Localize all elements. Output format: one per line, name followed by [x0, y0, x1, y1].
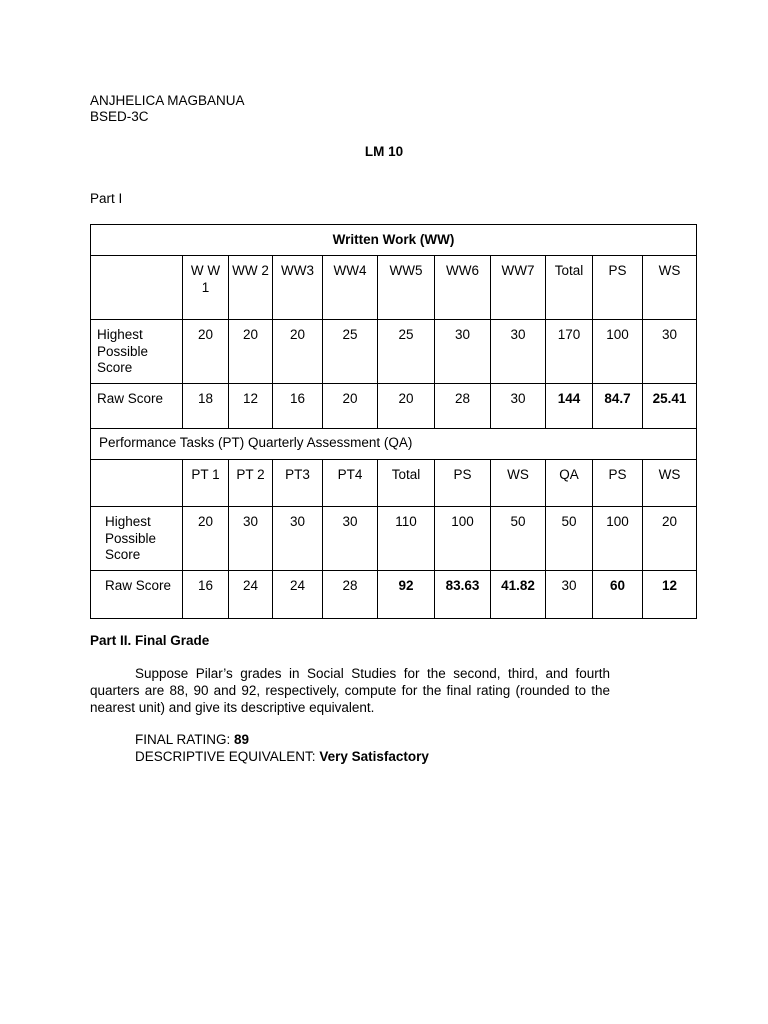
column-header: PT 1 — [183, 460, 229, 507]
table-cell: 24 — [273, 571, 323, 619]
table-cell: 41.82 — [491, 571, 546, 619]
row-label: Raw Score — [91, 384, 183, 429]
table-cell: 30 — [323, 507, 378, 571]
descriptive-value: Very Satisfactory — [319, 749, 429, 764]
column-header: PT4 — [323, 460, 378, 507]
table-cell: 100 — [593, 320, 643, 384]
table-cell: 25 — [378, 320, 435, 384]
column-header: Total — [378, 460, 435, 507]
table-cell: 50 — [546, 507, 593, 571]
table-cell: 170 — [546, 320, 593, 384]
table-row — [91, 507, 697, 571]
pt-qa-title: Performance Tasks (PT) Quarterly Assessment (QA) — [91, 429, 697, 460]
column-header: WS — [643, 256, 697, 320]
final-answers — [135, 731, 429, 765]
table-cell: 20 — [273, 320, 323, 384]
column-header: WW5 — [378, 256, 435, 320]
column-header: QA — [546, 460, 593, 507]
column-header: WW 2 — [229, 256, 273, 320]
table-cell: 110 — [378, 507, 435, 571]
column-header: PS — [593, 460, 643, 507]
table-cell: 20 — [229, 320, 273, 384]
table-cell: 20 — [183, 320, 229, 384]
row-label: Highest Possible Score — [91, 320, 183, 384]
table-row — [91, 571, 697, 619]
final-rating-value: 89 — [234, 732, 250, 747]
table-row — [91, 320, 697, 384]
table-row — [91, 256, 697, 320]
table-cell: 30 — [491, 384, 546, 429]
table-cell: 20 — [323, 384, 378, 429]
table-cell: 100 — [435, 507, 491, 571]
table-cell: 28 — [323, 571, 378, 619]
descriptive-line — [135, 748, 429, 765]
table-cell: 30 — [435, 320, 491, 384]
column-header: WW7 — [491, 256, 546, 320]
table-cell: 16 — [273, 384, 323, 429]
column-header: PT3 — [273, 460, 323, 507]
column-header: WW4 — [323, 256, 378, 320]
final-rating-line — [135, 731, 429, 748]
row-label: Highest Possible Score — [91, 507, 183, 571]
table-cell: 30 — [273, 507, 323, 571]
table-cell: 83.63 — [435, 571, 491, 619]
column-header: Total — [546, 256, 593, 320]
table-cell: 100 — [593, 507, 643, 571]
column-header: WW3 — [273, 256, 323, 320]
table-cell: 92 — [378, 571, 435, 619]
table-cell: 20 — [643, 507, 697, 571]
column-header: WS — [643, 460, 697, 507]
table-cell: 84.7 — [593, 384, 643, 429]
column-header: PT 2 — [229, 460, 273, 507]
problem-paragraph: Suppose Pilar’s grades in Social Studies for the second, third, and fourth quarters are 88, 90 and 92, respectively, compute for the final rating (rounded to the nearest unit) and give its descriptive equivalent. — [90, 666, 610, 715]
table-cell: 25 — [323, 320, 378, 384]
table-cell: 24 — [229, 571, 273, 619]
column-header: PS — [435, 460, 491, 507]
table-cell: 30 — [229, 507, 273, 571]
table-cell: 144 — [546, 384, 593, 429]
grades-table — [90, 224, 697, 619]
table-cell: 16 — [183, 571, 229, 619]
column-header: WS — [491, 460, 546, 507]
table-cell: 60 — [593, 571, 643, 619]
table-cell: 28 — [435, 384, 491, 429]
part1-label: Part I — [90, 191, 123, 206]
student-section: BSED-3C — [90, 109, 149, 124]
table-cell: 50 — [491, 507, 546, 571]
table-cell: 20 — [378, 384, 435, 429]
student-name: ANJHELICA MAGBANUA — [90, 93, 245, 108]
table-row — [91, 460, 697, 507]
table-row — [91, 384, 697, 429]
column-header: PS — [593, 256, 643, 320]
table-cell — [91, 256, 183, 320]
part2-heading: Part II. Final Grade — [90, 633, 210, 648]
table-cell: 20 — [183, 507, 229, 571]
final-rating-label: FINAL RATING: — [135, 732, 231, 747]
row-label: Raw Score — [91, 571, 183, 619]
document-title: LM 10 — [364, 144, 404, 159]
table-cell: 30 — [546, 571, 593, 619]
table-cell: 18 — [183, 384, 229, 429]
table-cell — [91, 460, 183, 507]
descriptive-label: DESCRIPTIVE EQUIVALENT: — [135, 749, 316, 764]
student-info — [90, 93, 245, 125]
table-cell: 12 — [643, 571, 697, 619]
table-cell: 25.41 — [643, 384, 697, 429]
column-header: W W 1 — [183, 256, 229, 320]
column-header: WW6 — [435, 256, 491, 320]
table-cell: 30 — [491, 320, 546, 384]
table-cell: 30 — [643, 320, 697, 384]
ww-title: Written Work (WW) — [91, 225, 697, 256]
table-cell: 12 — [229, 384, 273, 429]
